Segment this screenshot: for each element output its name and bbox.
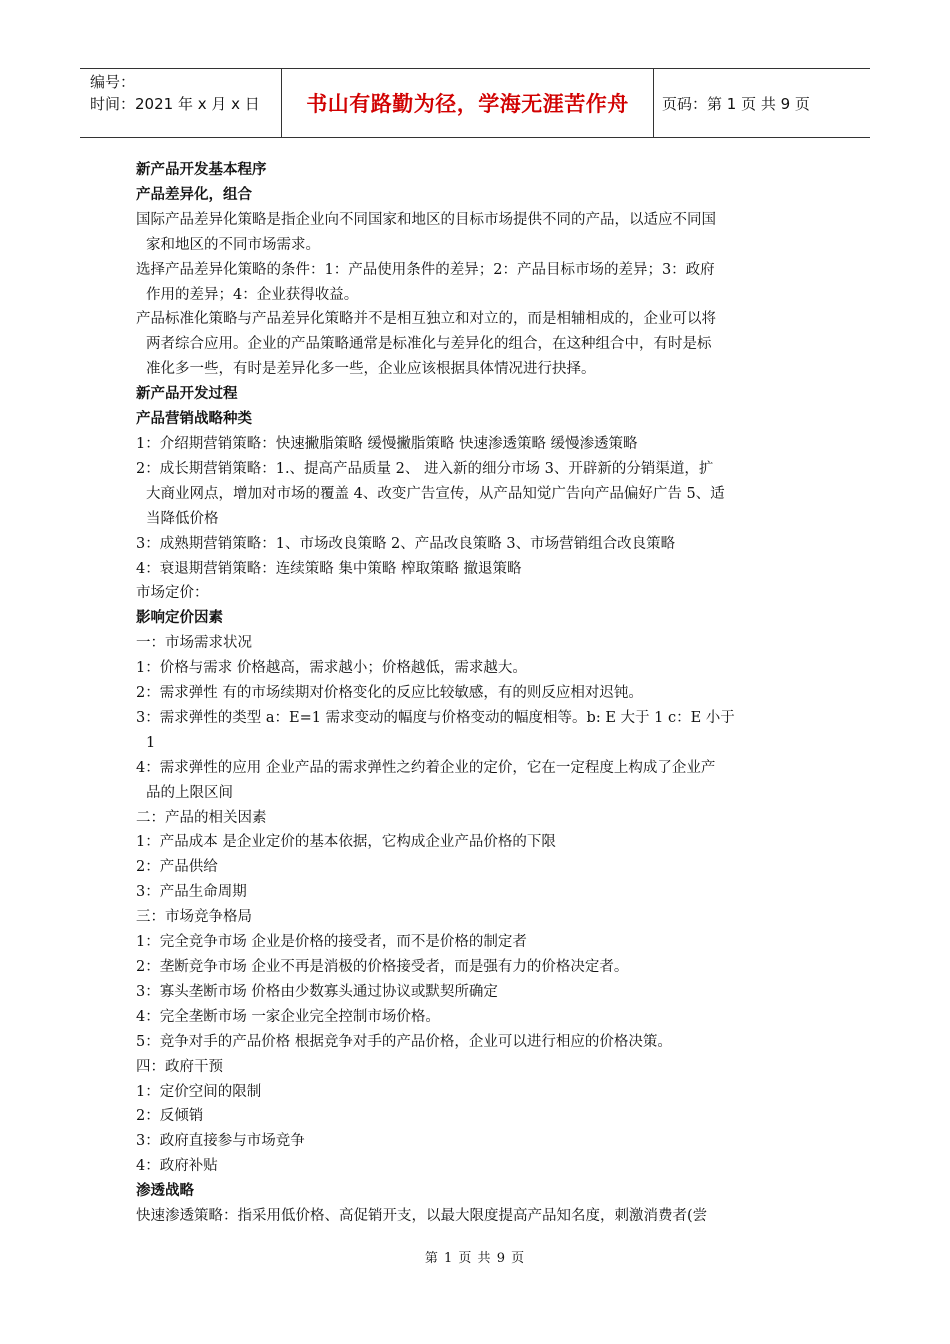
heading: 影响定价因素: [136, 610, 223, 627]
list-item: 1：价格与需求 价格越高，需求越小；价格越低，需求越大。: [136, 660, 527, 677]
list-item: 4：政府补贴: [136, 1158, 218, 1175]
list-item-continued: 品的上限区间: [146, 784, 233, 801]
list-item: 3：需求弹性的类型 a：E=1 需求变动的幅度与价格变动的幅度相等。b: E 大于 1 c：E 小于: [136, 709, 735, 726]
subheading: 三：市场竞争格局: [136, 909, 252, 926]
list-item: 3：产品生命周期: [136, 884, 247, 901]
doc-number-label: 编号：: [90, 73, 136, 91]
list-item: 3：政府直接参与市场竞争: [136, 1133, 305, 1150]
page-footer: 第 1 页 共 9 页: [424, 1251, 526, 1266]
list-item: 1：介绍期营销策略：快速撇脂策略 缓慢撇脂策略 快速渗透策略 缓慢渗透策略: [136, 435, 638, 452]
doc-time-label: 时间：2021 年 x 月 x 日: [90, 95, 260, 113]
document-body: [136, 158, 812, 1229]
paragraph-line: 准化多一些，有时是差异化多一些，企业应该根据具体情况进行抉择。: [146, 361, 596, 378]
list-item: 4：衰退期营销策略：连续策略 集中策略 榨取策略 撤退策略: [136, 560, 522, 577]
list-item: 2：成长期营销策略：1.、提高产品质量 2、 进入新的细分市场 3、开辟新的分销渠道，扩: [136, 460, 714, 477]
paragraph-line: 市场定价：: [136, 585, 209, 602]
subheading: 二：产品的相关因素: [136, 809, 267, 826]
subheading: 四：政府干预: [136, 1058, 223, 1075]
list-item: 1：定价空间的限制: [136, 1083, 262, 1100]
subheading: 一：市场需求状况: [136, 635, 252, 652]
list-item: 4：需求弹性的应用 企业产品的需求弹性之约着企业的定价，它在一定程度上构成了企业产: [136, 759, 716, 776]
paragraph-line: 选择产品差异化策略的条件：1：产品使用条件的差异；2：产品目标市场的差异；3：政府: [136, 261, 715, 278]
list-item: 2：产品供给: [136, 859, 218, 876]
heading: 渗透战略: [136, 1183, 194, 1200]
list-item-continued: 当降低价格: [146, 510, 219, 527]
heading: 新产品开发基本程序: [136, 162, 267, 178]
heading: 产品营销战略种类: [136, 411, 252, 428]
list-item: 3：寡头垄断市场 价格由少数寡头通过协议或默契所确定: [136, 983, 498, 1000]
paragraph-line: 快速渗透策略：指采用低价格、高促销开支，以最大限度提高产品知名度，刺激消费者(尝: [136, 1208, 708, 1225]
heading: 产品差异化，组合: [136, 186, 252, 203]
list-item: 4：完全垄断市场 一家企业完全控制市场价格。: [136, 1008, 440, 1025]
page-header: [80, 68, 870, 138]
paragraph-line: 家和地区的不同市场需求。: [146, 236, 320, 253]
list-item: 2：垄断竞争市场 企业不再是消极的价格接受者，而是强有力的价格决定者。: [136, 959, 629, 975]
heading: 新产品开发过程: [136, 386, 238, 403]
list-item: 5：竞争对手的产品价格 根据竞争对手的产品价格，企业可以进行相应的价格决策。: [136, 1033, 672, 1050]
list-item: 1：完全竞争市场 企业是价格的接受者，而不是价格的制定者: [136, 934, 527, 951]
list-item: 2：反倾销: [136, 1108, 204, 1125]
paragraph-line: 产品标准化策略与产品差异化策略并不是相互独立和对立的，而是相辅相成的，企业可以将: [136, 311, 716, 328]
list-item: 3：成熟期营销策略：1、市场改良策略 2、产品改良策略 3、市场营销组合改良策略: [136, 535, 676, 552]
paragraph-line: 作用的差异；4：企业获得收益。: [146, 286, 359, 303]
header-meta: [80, 69, 282, 137]
list-item-continued: 大商业网点，增加对市场的覆盖 4、改变广告宣传，从产品知觉广告向产品偏好广告 5、适: [146, 485, 725, 502]
list-item: 2：需求弹性 有的市场续期对价格变化的反应比较敏感，有的则反应相对迟钝。: [136, 685, 643, 702]
paragraph-line: 国际产品差异化策略是指企业向不同国家和地区的目标市场提供不同的产品，以适应不同国: [136, 211, 716, 228]
list-item-continued: 1: [146, 734, 156, 751]
header-motto: 书山有路勤为径，学海无涯苦作舟: [282, 69, 654, 137]
paragraph-line: 两者综合应用。企业的产品策略通常是标准化与差异化的组合，在这种组合中，有时是标: [146, 336, 712, 353]
header-page-info: 页码：第 1 页 共 9 页: [662, 94, 810, 113]
list-item: 1：产品成本 是企业定价的基本依据，它构成企业产品价格的下限: [136, 834, 556, 851]
